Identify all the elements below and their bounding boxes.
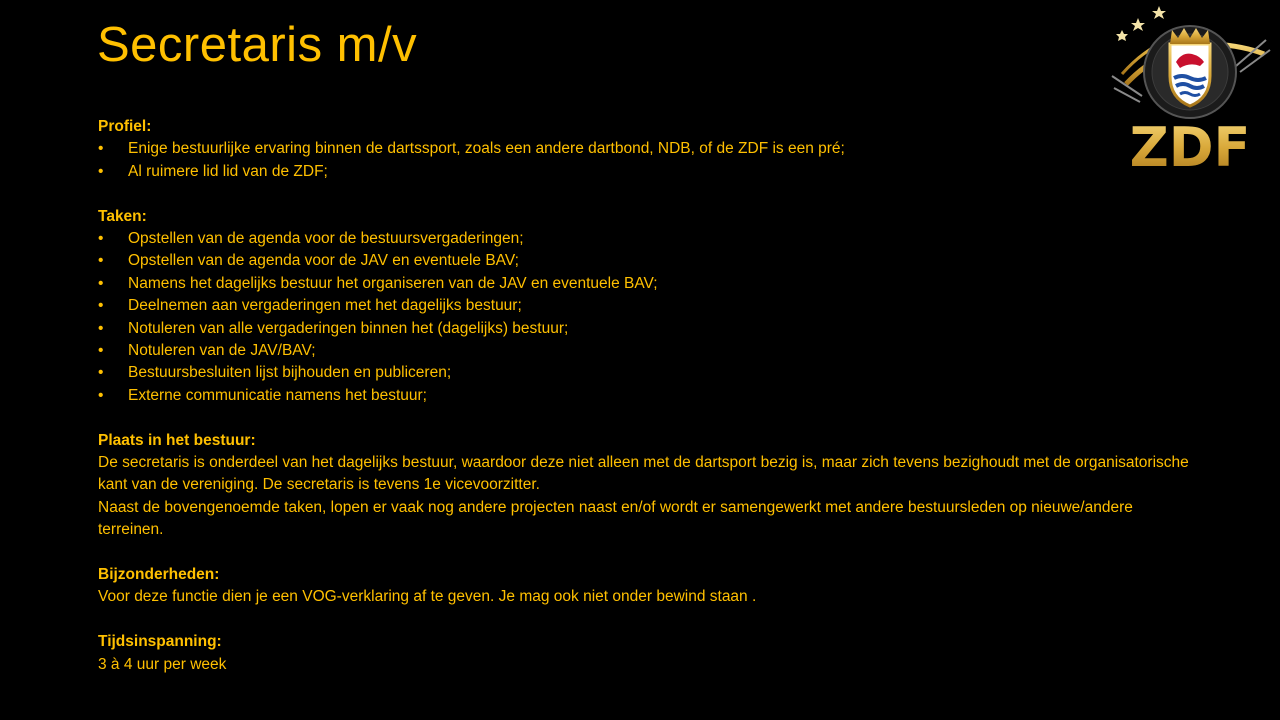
bullet-icon: • bbox=[98, 342, 104, 360]
list-item: • Externe communicatie namens het bestuur; bbox=[98, 385, 1198, 407]
list-item: • Deelnemen aan vergaderingen met het dagelijks bestuur; bbox=[98, 295, 1198, 317]
list-item: • Opstellen van de agenda voor de bestuursvergaderingen; bbox=[98, 228, 1198, 250]
paragraph: 3 à 4 uur per week bbox=[98, 655, 227, 673]
section-profiel bbox=[98, 116, 1198, 183]
section-bijzonderheden bbox=[98, 564, 1198, 609]
bullet-icon: • bbox=[98, 274, 104, 292]
list-item: • Notuleren van de JAV/BAV; bbox=[98, 340, 1198, 362]
paragraph: Naast de bovengenoemde taken, lopen er vaak nog andere projecten naast en/of wordt er samengewerkt met andere bestuursleden op nieuwe/andere terreinen. bbox=[98, 498, 1133, 539]
section-heading: Bijzonderheden: bbox=[98, 566, 220, 584]
bullet-icon: • bbox=[98, 364, 104, 382]
bullet-icon: • bbox=[98, 297, 104, 315]
content bbox=[98, 116, 1198, 676]
bullet-icon: • bbox=[98, 140, 104, 158]
bullet-icon: • bbox=[98, 230, 104, 248]
logo-text: ZDF bbox=[1129, 116, 1251, 174]
paragraph: Voor deze functie dien je een VOG-verklaring af te geven. Je mag ook niet onder bewind staan . bbox=[98, 588, 757, 606]
bullet-icon: • bbox=[98, 386, 104, 404]
section-heading: Profiel: bbox=[98, 118, 152, 135]
section-heading: Plaats in het bestuur: bbox=[98, 431, 256, 449]
page-title: Secretaris m/v bbox=[97, 18, 418, 72]
bullet-icon: • bbox=[98, 252, 104, 270]
bullet-icon: • bbox=[98, 319, 104, 337]
section-heading: Taken: bbox=[98, 207, 147, 225]
bullet-list bbox=[98, 228, 1198, 407]
section-taken bbox=[98, 206, 1198, 408]
section-plaats bbox=[98, 430, 1198, 542]
section-heading: Tijdsinspanning: bbox=[98, 633, 222, 651]
list-item: • Enige bestuurlijke ervaring binnen de dartssport, zoals een andere dartbond, NDB, of de ZDF is een pré; bbox=[98, 138, 1198, 160]
bullet-icon: • bbox=[98, 162, 104, 180]
paragraph: De secretaris is onderdeel van het dagelijks bestuur, waardoor deze niet alleen met de dartsport bezig is, maar zich tevens bezighoudt met de organisatorische kant van de vereniging. De secretaris is tevens 1e vicevoorzitter. bbox=[98, 454, 1189, 494]
list-item: • Namens het dagelijks bestuur het organiseren van de JAV en eventuele BAV; bbox=[98, 273, 1198, 295]
section-tijdsinspanning bbox=[98, 631, 1198, 676]
list-item: • Bestuursbesluiten lijst bijhouden en publiceren; bbox=[98, 362, 1198, 384]
list-item: • Opstellen van de agenda voor de JAV en eventuele BAV; bbox=[98, 250, 1198, 272]
list-item: • Al ruimere lid lid van de ZDF; bbox=[98, 161, 1198, 183]
list-item: • Notuleren van alle vergaderingen binnen het (dagelijks) bestuur; bbox=[98, 318, 1198, 340]
bullet-list bbox=[98, 138, 1198, 183]
